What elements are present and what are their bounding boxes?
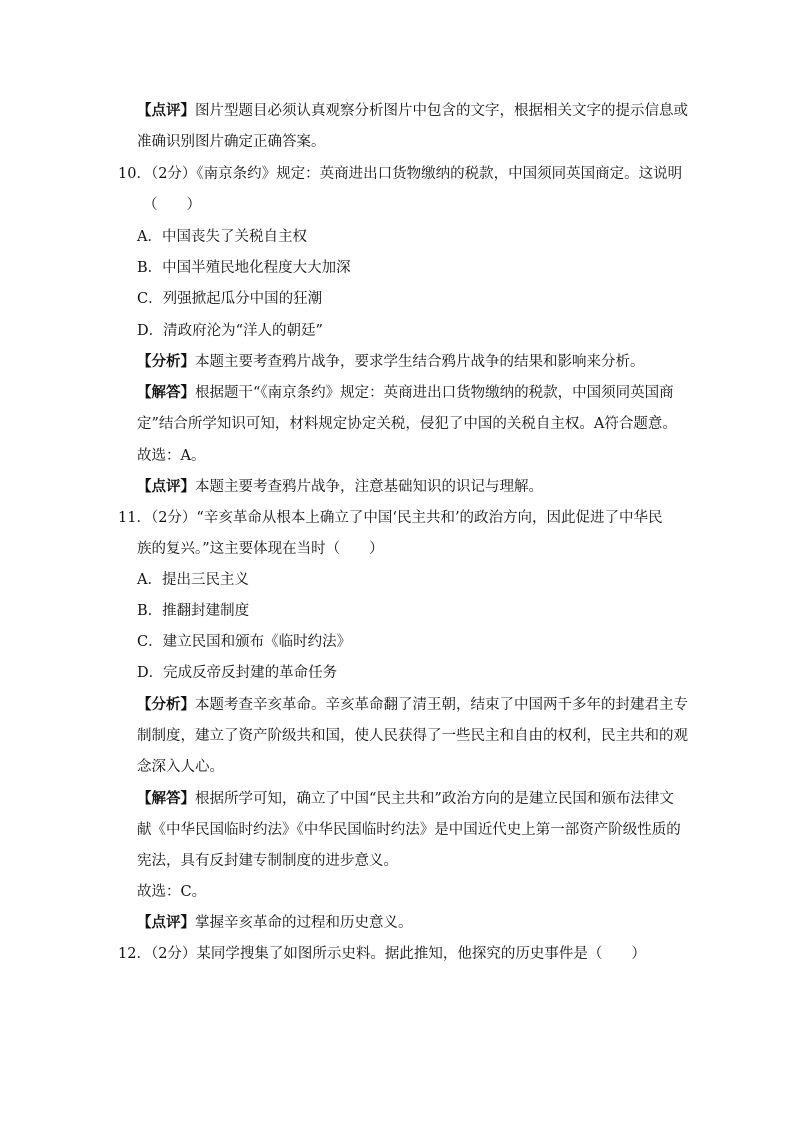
- q11-option-b: B．推翻封建制度: [137, 603, 250, 619]
- q11-answer-text: 根据所学可知，确立了中国“民主共和”政治方向的是建立民国和颁布法律文: [195, 791, 674, 807]
- q10-answer-label: 【解答】: [137, 385, 195, 401]
- review-line-1: [137, 100, 688, 122]
- review-line-2: 准确识别图片确定正确答案。: [137, 134, 326, 150]
- q11-analysis-line-3: 念深入人心。: [137, 759, 224, 775]
- q11-option-d: D．完成反帝反封建的革命任务: [137, 665, 338, 681]
- q10-analysis-label: 【分析】: [137, 354, 195, 370]
- q11-answer-line-1: [137, 788, 674, 810]
- q10-choice: 故选：A。: [137, 448, 206, 464]
- q10-answer-line-2: 定”结合所学知识可知，材料规定协定关税，侵犯了中国的关税自主权。A符合题意。: [137, 416, 677, 432]
- q11-analysis-label: 【分析】: [137, 697, 195, 713]
- q10-option-a: A．中国丧失了关税自主权: [137, 229, 307, 245]
- q11-analysis-line-2: 制制度，建立了资产阶级共和国，使人民获得了一些民主和自由的权利，民主共和的观: [137, 728, 688, 744]
- q10-option-d: D．清政府沦为“洋人的朝廷”: [137, 323, 323, 339]
- q11-stem-line-1: 11．（2分）“辛亥革命从根本上确立了中国‘民主共和’的政治方向，因此促进了中华民: [118, 510, 663, 526]
- q10-answer-line-1: [137, 382, 674, 404]
- q10-answer-text: 根据题干“《南京条约》规定：英商进出口货物缴纳的税款，中国须同英国商: [195, 385, 674, 401]
- q11-answer-line-2: 献《中华民国临时约法》《中华民国临时约法》是中国近代史上第一部资产阶级性质的: [137, 822, 681, 838]
- review-label: 【点评】: [137, 103, 195, 119]
- q11-answer-line-3: 宪法，具有反封建专制制度的进步意义。: [137, 853, 398, 869]
- q11-option-a: A．提出三民主义: [137, 572, 249, 588]
- q10-option-b: B．中国半殖民地化程度大大加深: [137, 260, 351, 276]
- q11-analysis-line-1: [137, 694, 688, 716]
- q10-review-text: 本题主要考查鸦片战争，注意基础知识的识记与理解。: [195, 479, 543, 495]
- q11-review-text: 掌握辛亥革命的过程和历史意义。: [195, 915, 413, 931]
- q11-stem-line-2: 族的复兴。”这主要体现在当时（ ）: [137, 541, 384, 557]
- q10-option-c: C．列强掀起瓜分中国的狂潮: [137, 291, 323, 307]
- q11-answer-label: 【解答】: [137, 791, 195, 807]
- q11-review-label: 【点评】: [137, 915, 195, 931]
- q10-analysis-text: 本题主要考查鸦片战争，要求学生结合鸦片战争的结果和影响来分析。: [195, 354, 645, 370]
- q11-option-c: C．建立民国和颁布《临时约法》: [137, 634, 352, 650]
- q10-review-label: 【点评】: [137, 479, 195, 495]
- q10-analysis: [137, 351, 645, 373]
- q10-review: [137, 476, 543, 498]
- q10-stem-line-2: （ ）: [143, 197, 201, 213]
- q10-stem-line-1: 10．（2分）《南京条约》规定：英商进出口货物缴纳的税款，中国须同英国商定。这说明: [118, 166, 683, 182]
- q11-analysis-text: 本题考查辛亥革命。辛亥革命翻了清王朝，结束了中国两千多年的封建君主专: [195, 697, 688, 713]
- q11-choice: 故选：C。: [137, 884, 207, 900]
- q12-stem-line-1: 12．（2分）某同学搜集了如图所示史料。据此推知，他探究的历史事件是（ ）: [118, 946, 646, 962]
- q11-review: [137, 912, 413, 934]
- review-text: 图片型题目必须认真观察分析图片中包含的文字，根据相关文字的提示信息或: [195, 103, 688, 119]
